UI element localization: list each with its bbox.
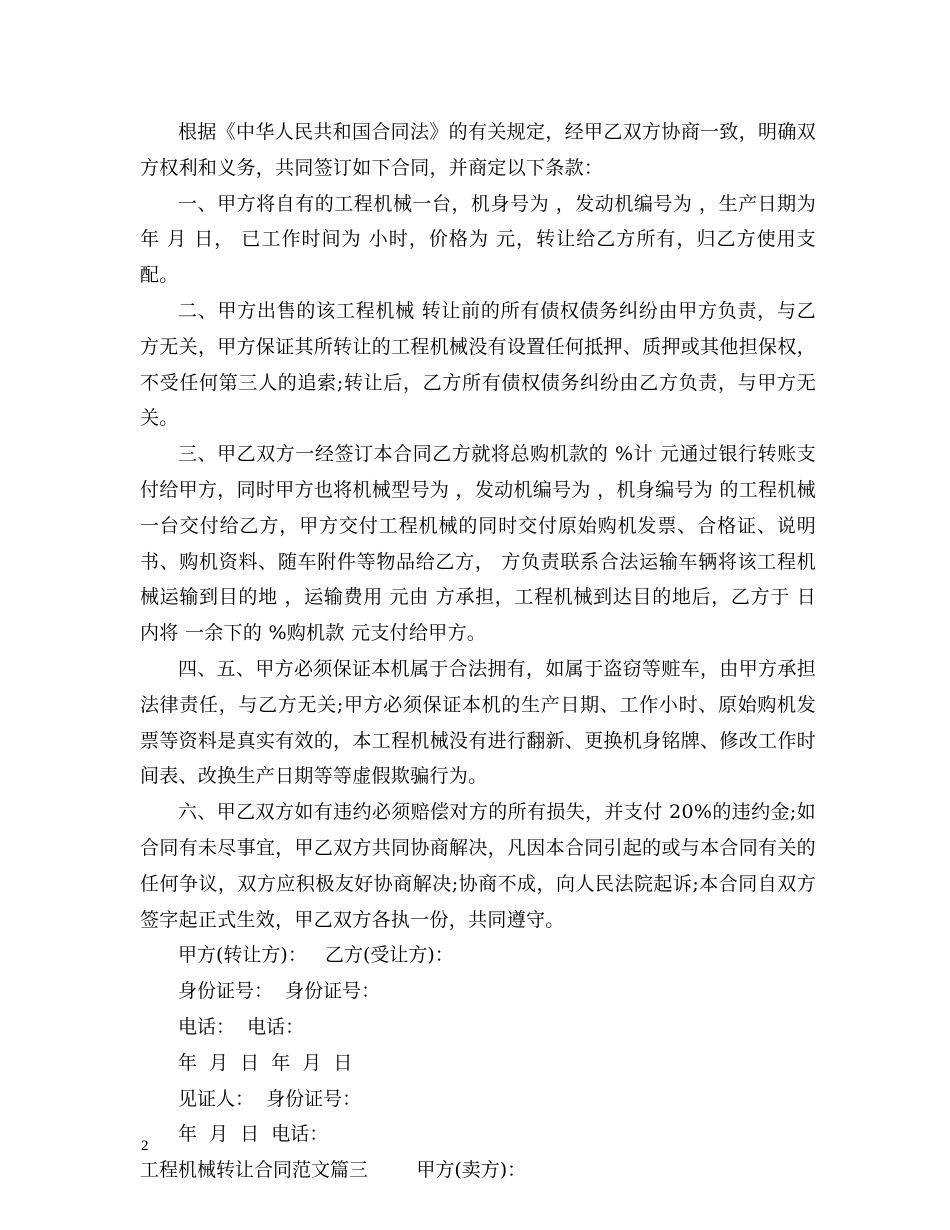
signature-phone-line: 电话： 电话： — [178, 1015, 305, 1038]
clause-6-paragraph: 六、甲乙双方如有违约必须赔偿对方的所有损失，并支付 20%的违约金;如合同有未尽事宜，甲乙双方共同协商解决，凡因本合同引起的或与本合同有关的任何争议，双方应积极友好协商解决;协商不成，向人民法院起诉;本合同自双方签字起正式生效，甲乙双方各执一份，共同遵守。 — [140, 801, 816, 931]
clause-3-paragraph: 三、甲乙双方一经签订本合同乙方就将总购机款的 %计 元通过银行转账支付给甲方，同时甲方也将机械型号为 ，发动机编号为 ，机身编号为 的工程机械一台交付给乙方，甲方交付工程机械的同时交付原始购机发票、合格证、说明书、购机资料、随车附件等物品给乙方， 方负责联系合法运输车辆将该工程机械运输到目的地 ，运输费用 元由 方承担，工程机械到达目的地后，乙方于 日内将 一余下的 %购机款 元支付给甲方。 — [140, 443, 816, 645]
clause-1-paragraph: 一、甲方将自有的工程机械一台，机身号为 ，发动机编号为 ，生产日期为 年 月 日， 已工作时间为 小时，价格为 元，转让给乙方所有，归乙方使用支配。 — [140, 192, 816, 287]
signature-id-line: 身份证号： 身份证号： — [178, 980, 381, 1003]
clause-4-5-paragraph: 四、五、甲方必须保证本机属于合法拥有，如属于盗窃等赃车，由甲方承担法律责任，与乙方无关;甲方必须保证本机的生产日期、工作小时、原始购机发票等资料是真实有效的，本工程机械没有进行翻新、更换机身铭牌、修改工作时间表、改换生产日期等等虚假欺骗行为。 — [140, 657, 816, 788]
page-number: 2 — [141, 1138, 149, 1154]
signature-date-line: 年 月 日 年 月 日 — [178, 1051, 353, 1074]
witness-date-phone-line: 年 月 日 电话： — [178, 1123, 329, 1146]
witness-line: 见证人： 身份证号： — [178, 1087, 362, 1110]
intro-paragraph: 根据《中华人民共和国合同法》的有关规定，经甲乙双方协商一致，明确双方权利和义务，共同签订如下合同，并商定以下条款： — [140, 121, 816, 179]
clause-2-paragraph: 二、甲方出售的该工程机械 转让前的所有债权债务纠纷由甲方负责，与乙方无关，甲方保证其所转让的工程机械没有设置任何抵押、质押或其他担保权，不受任何第三人的追索;转让后，乙方所有债权债务纠纷由乙方负责，与甲方无关。 — [140, 299, 816, 430]
signature-block — [140, 938, 816, 1153]
document-body — [140, 115, 816, 1189]
next-section-heading: 工程机械转让合同范文篇三 甲方(卖方)： — [140, 1159, 527, 1182]
signature-parties-line: 甲方(转让方)： 乙方(受让方)： — [178, 944, 454, 967]
